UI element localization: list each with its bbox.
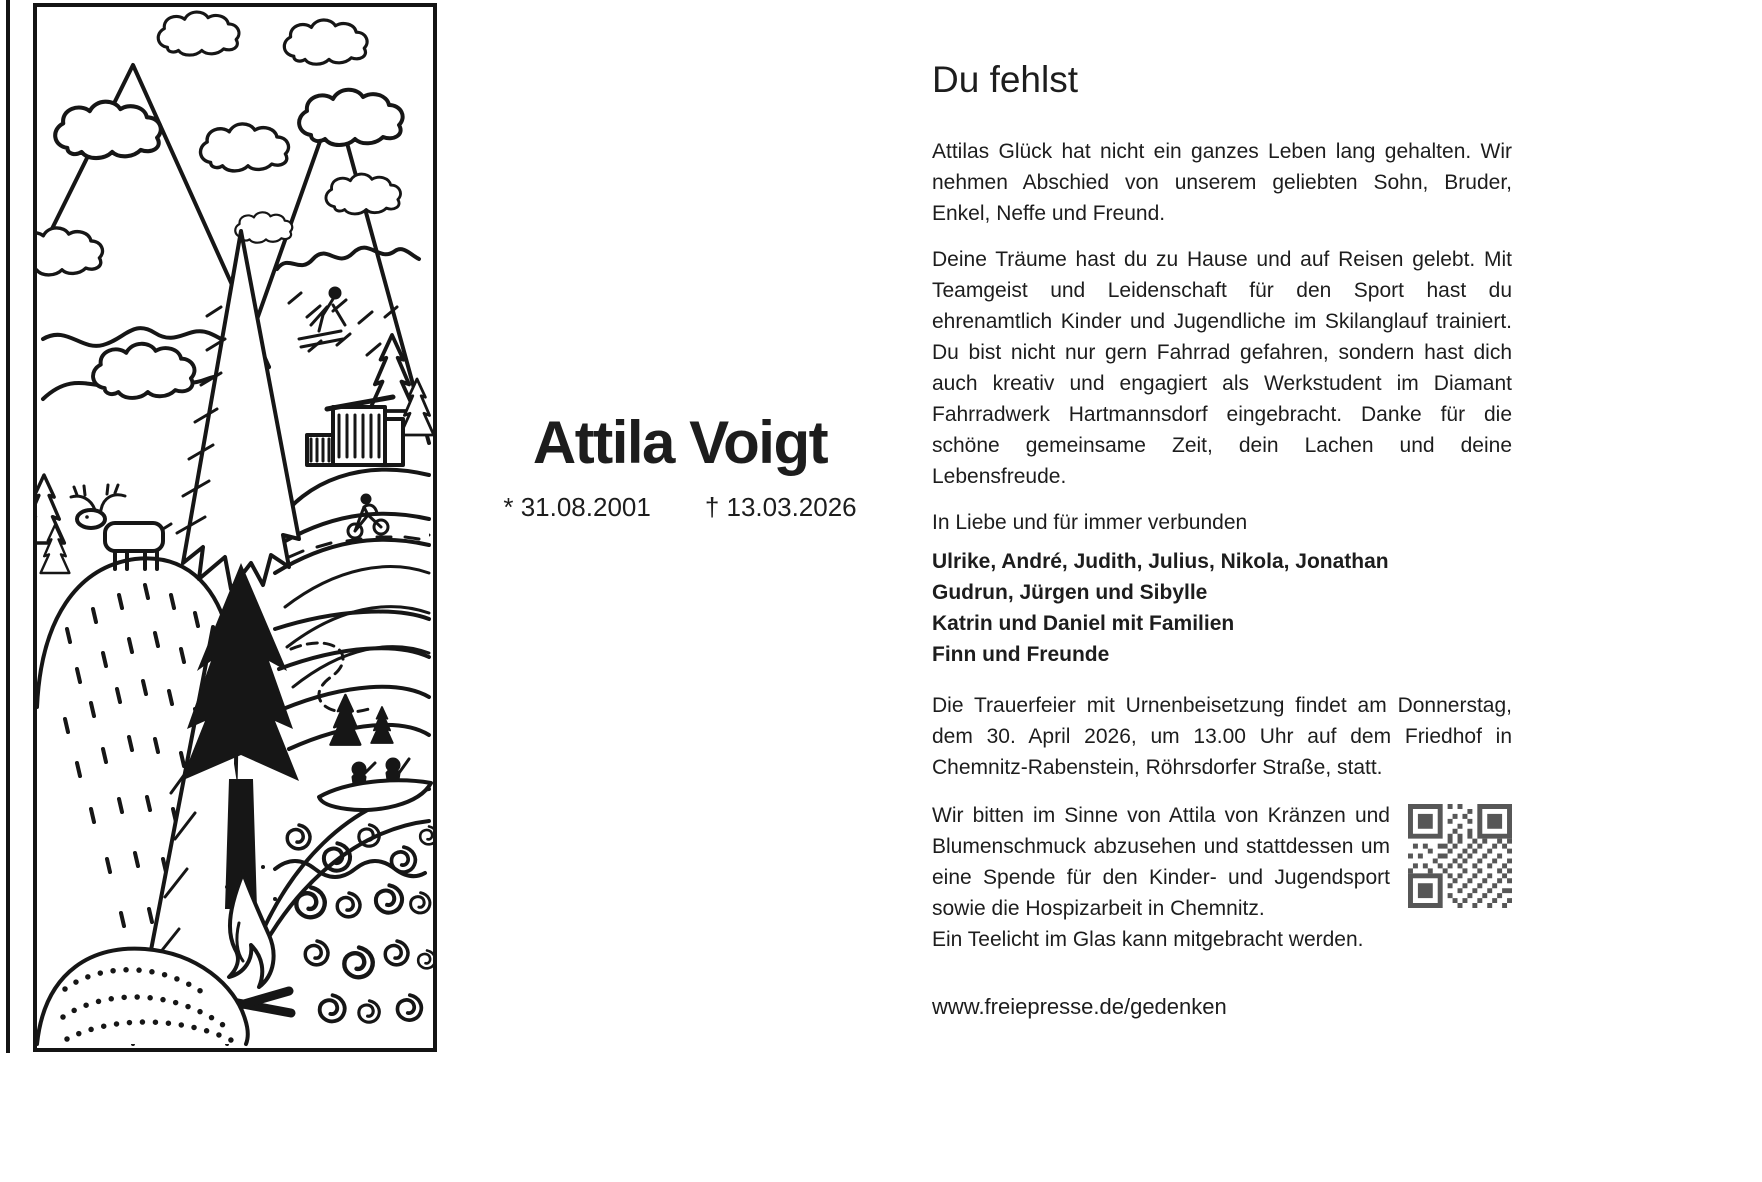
mourners-line: Gudrun, Jürgen und Sibylle [932, 581, 1208, 604]
mourners-line: Finn und Freunde [932, 643, 1110, 666]
mourners-line: Ulrike, André, Judith, Julius, Nikola, Jonathan [932, 550, 1389, 573]
mourners-list [932, 546, 1512, 670]
deceased-name-block [466, 410, 894, 523]
life-paragraph: Deine Träume hast du zu Hause und auf Reisen gelebt. Mit Teamgeist und Leidenschaft für den Sport hast du ehrenamtlich Kinder und Jugendliche im Skilanglauf trainiert. Du bist nicht nur gern Fahrrad gefahren, sondern hast dich auch kreativ und engagiert als Werkstudent im Diamant Fahrradwerk Hartmannsdorf eingebracht. Danke für die schöne gemeinsame Zeit, dein Lachen und deine Lebensfreude. [932, 248, 1512, 488]
website-link: www.freiepresse.de/gedenken [932, 994, 1227, 1019]
notice-text-column [932, 60, 1512, 1022]
candle-note: Ein Teelicht im Glas kann mitgebracht werden. [932, 928, 1364, 951]
condolence-line: In Liebe und für immer verbunden [932, 511, 1248, 534]
mountain-scene-illustration [37, 7, 433, 1048]
qr-code [1408, 804, 1512, 908]
farewell-paragraph: Attilas Glück hat nicht ein ganzes Leben lang gehalten. Wir nehmen Abschied von unserem geliebten Sohn, Bruder, Enkel, Neffe und Freund. [932, 140, 1512, 225]
deceased-name: Attila Voigt [532, 409, 828, 476]
mourners-line: Katrin und Daniel mit Familien [932, 612, 1235, 635]
birth-date: * 31.08.2001 [503, 492, 651, 522]
donation-paragraph: Wir bitten im Sinne von Attila von Kränzen und Blumenschmuck abzusehen und stattdessen um eine Spende für den Kinder- und Jugendsport sowie die Hospizarbeit in Chemnitz. [932, 804, 1390, 920]
notice-heading: Du fehlst [932, 59, 1079, 100]
illustration-frame [33, 3, 437, 1052]
left-column-rule [6, 0, 10, 1053]
life-dates [466, 492, 894, 523]
death-date: † 13.03.2026 [704, 492, 857, 522]
funeral-paragraph: Die Trauerfeier mit Urnenbeisetzung findet am Donnerstag, dem 30. April 2026, um 13.00 Uhr auf dem Friedhof in Chemnitz-Rabenstein, Röhrsdorfer Straße, statt. [932, 694, 1512, 779]
donation-section [932, 800, 1512, 955]
